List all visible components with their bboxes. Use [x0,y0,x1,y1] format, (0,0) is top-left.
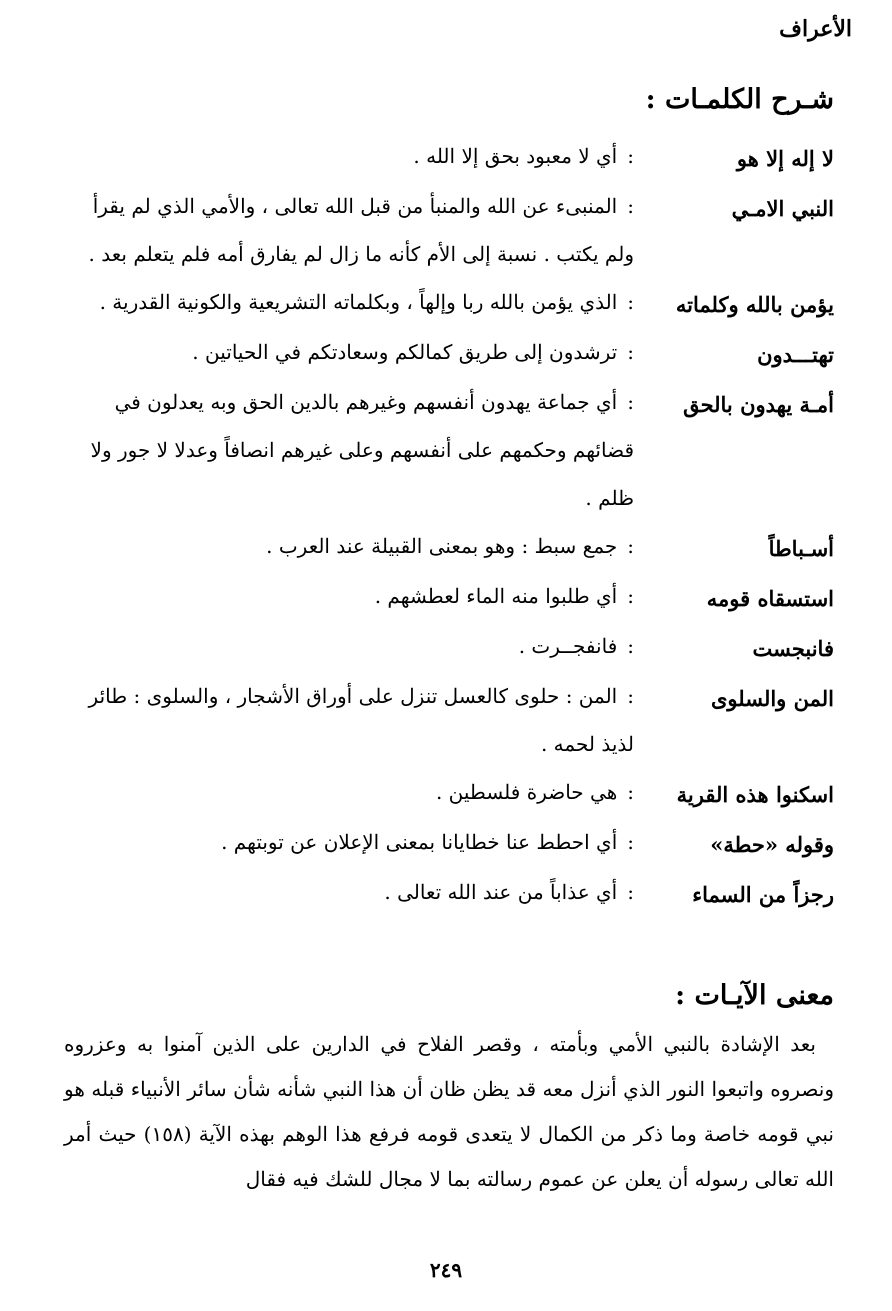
vocab-term: تهتـــدون [757,342,834,367]
vocab-colon: : [627,144,634,168]
vocab-term: لا إله إلا هو [736,146,834,171]
vocab-colon: : [627,634,634,658]
vocab-definition [64,378,634,522]
vocab-definition [64,132,634,182]
vocab-term: استسقاه قومه [706,586,834,611]
vocab-entry [64,868,834,918]
meaning-paragraph: بعد الإشادة بالنبي الأمي وبأمته ، وقصر الفلاح في الدارين على الذين آمنوا به وعزروه ونصروه واتبعوا النور الذي أنزل معه قد يظن ظان أن هذا النبي شأنه شأن سائر الأنبياء قبله هو نبي قومه خاصة وما ذكر من الكمال لا يتعدى قومه فرفع هذا الوهم بهذه الآية (١٥٨) حيث أمر الله تعالى رسوله أن يعلن عن عموم رسالته بما لا مجال للشك فيه فقال [64,1032,835,1191]
vocab-entry [64,522,834,572]
vocab-definition-text: المن : حلوى كالعسل تنزل على أوراق الأشجار ، والسلوى : طائر لذيذ لحمه . [88,684,634,756]
vocab-definition-text: المنبىء عن الله والمنبأ من قبل الله تعالى ، والأمي الذي لم يقرأ ولم يكتب . نسبة إلى الأم كأنه ما زال لم يفارق أمه فلم يتعلم بعد . [88,194,634,266]
vocab-colon: : [627,290,634,314]
vocab-definition-text: ترشدون إلى طريق كمالكم وسعادتكم في الحياتين . [192,340,618,364]
vocab-colon: : [627,390,634,414]
vocab-term: أسـباطاً [768,536,834,561]
vocab-term: وقوله «حطة» [710,832,834,857]
vocab-colon: : [627,534,634,558]
vocab-colon: : [627,880,634,904]
vocab-definition-text: جمع سبط : وهو بمعنى القبيلة عند العرب . [266,534,618,558]
vocab-definition [64,328,634,378]
vocab-term: اسكنوا هذه القرية [676,782,834,807]
vocab-entry [64,378,834,522]
vocab-term: فانبجست [752,636,834,661]
vocab-definition [64,522,634,572]
vocab-definition [64,818,634,868]
vocab-colon: : [627,830,634,854]
vocab-definition-text: أي جماعة يهدون أنفسهم وغيرهم بالدين الحق وبه يعدلون في قضائهم وحكمهم على أنفسهم وعلى غيرهم انصافاً وعدلا لا جور ولا ظلم . [90,390,634,510]
vocab-definition-text: أي احطط عنا خطايانا بمعنى الإعلان عن توبتهم . [221,830,618,854]
vocab-entry [64,818,834,868]
vocab-colon: : [627,584,634,608]
vocab-colon: : [627,684,634,708]
vocab-definition [64,278,634,328]
vocab-definition [64,672,634,768]
vocab-definition [64,572,634,622]
vocab-entry [64,278,834,328]
vocab-definition-text: الذي يؤمن بالله ربا وإلهاً ، وبكلماته التشريعية والكونية القدرية . [99,290,618,314]
vocab-definition-text: أي عذاباً من عند الله تعالى . [384,880,618,904]
vocab-list [64,132,834,918]
page-number: ٢٤٩ [429,1258,463,1282]
vocab-term: النبي الامـي [731,196,834,221]
vocab-colon: : [627,194,634,218]
vocab-term: يؤمن بالله وكلماته [675,292,834,317]
vocab-term: رجزاً من السماء [692,882,834,907]
running-header: الأعراف [779,16,852,42]
vocab-definition [64,768,634,818]
vocab-section-title: شـرح الكلمـات : [645,84,834,115]
vocab-definition-text: أي لا معبود بحق إلا الله . [413,144,618,168]
vocab-entry [64,572,834,622]
vocab-entry [64,768,834,818]
vocab-entry [64,672,834,768]
vocab-entry [64,622,834,672]
vocab-definition [64,868,634,918]
vocab-definition [64,622,634,672]
vocab-definition-text: فانفجــرت . [518,634,618,658]
vocab-term: أمـة يهدون بالحق [683,392,834,417]
vocab-term: المن والسلوى [710,686,834,711]
vocab-entry [64,182,834,278]
meaning-section-title: معنى الآيـات : [675,980,834,1011]
vocab-definition-text: أي طلبوا منه الماء لعطشهم . [374,584,618,608]
vocab-definition-text: هي حاضرة فلسطين . [435,780,618,804]
vocab-definition [64,182,634,278]
vocab-colon: : [627,780,634,804]
vocab-entry [64,132,834,182]
vocab-entry [64,328,834,378]
vocab-colon: : [627,340,634,364]
